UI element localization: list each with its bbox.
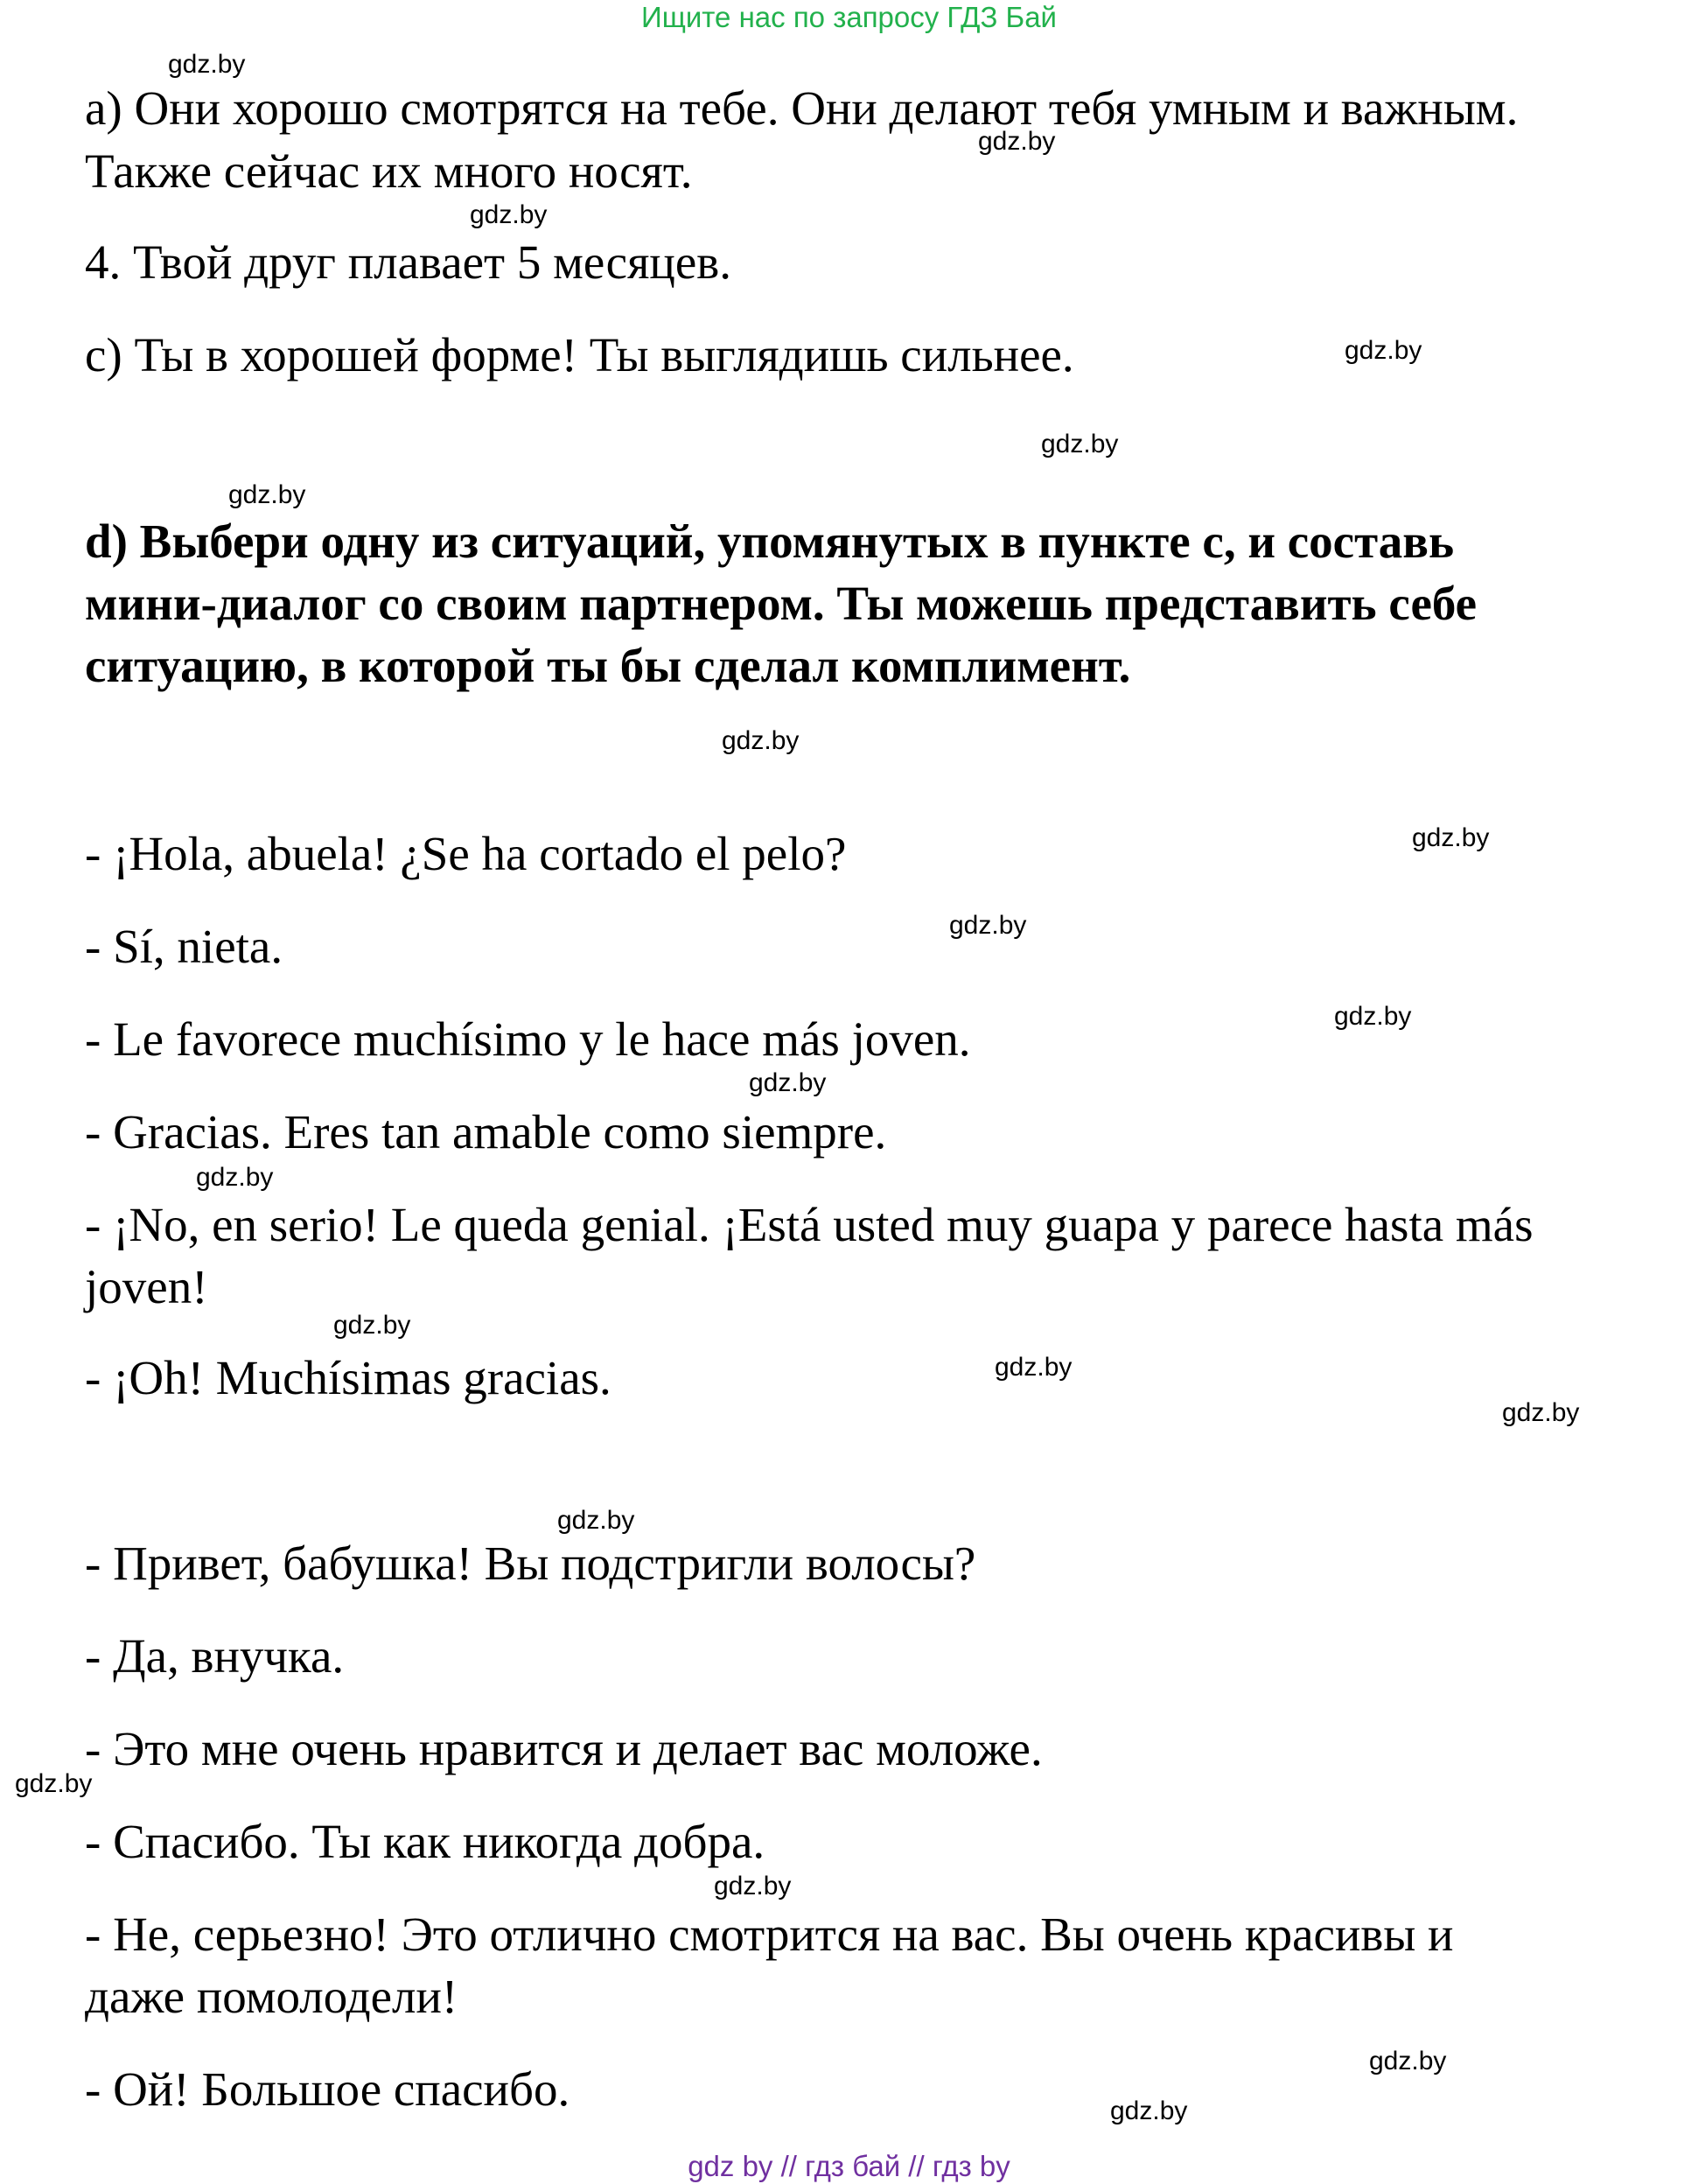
dialog-es-line: - ¡Oh! Muchísimas gracias.	[85, 1351, 611, 1404]
situation-4: 4. Твой друг плавает 5 месяцев.	[85, 235, 731, 289]
dialog-ru-line: - Это мне очень нравится и делает вас моложе.	[85, 1722, 1043, 1775]
watermark: gdz.by	[949, 911, 1027, 940]
watermark: gdz.by	[1041, 430, 1119, 458]
dialog-es-line-cont: joven!	[85, 1260, 208, 1313]
answer-line-a: а) Они хорошо смотрятся на тебе. Они делают тебя умным и важным.	[85, 81, 1519, 135]
task-d-line-2: мини-диалог со своим партнером. Ты можешь представить себе	[85, 577, 1478, 630]
watermark: gdz.by	[196, 1163, 274, 1192]
watermark: gdz.by	[557, 1506, 635, 1535]
dialog-es-line: - Le favorece muchísimo y le hace más joven.	[85, 1012, 971, 1066]
watermark: gdz.by	[1110, 2096, 1188, 2125]
dialog-es-line: - ¡No, en serio! Le queda genial. ¡Está usted muy guapa y parece hasta más	[85, 1198, 1534, 1251]
watermark: gdz.by	[714, 1872, 792, 1900]
watermark: gdz.by	[978, 127, 1056, 156]
dialog-ru-line: - Не, серьезно! Это отлично смотрится на вас. Вы очень красивы и	[85, 1908, 1454, 1961]
watermark: gdz.by	[1334, 1002, 1412, 1031]
watermark: gdz.by	[168, 50, 246, 79]
dialog-ru-line: - Спасибо. Ты как никогда добра.	[85, 1815, 765, 1868]
dialog-es-line: - Gracias. Eres tan amable como siempre.	[85, 1105, 887, 1158]
watermark: gdz.by	[333, 1311, 411, 1340]
watermark: gdz.by	[1345, 336, 1422, 365]
dialog-ru-line: - Да, внучка.	[85, 1629, 345, 1683]
watermark: gdz.by	[1412, 823, 1490, 852]
header-search-hint[interactable]: Ищите нас по запросу ГДЗ Бай	[641, 1, 1057, 33]
dialog-ru-line: - Ой! Большое спасибо.	[85, 2062, 570, 2116]
dialog-es-line: - ¡Hola, abuela! ¿Se ha cortado el pelo?	[85, 827, 847, 880]
watermark: gdz.by	[15, 1769, 93, 1798]
dialog-ru-line-cont: даже помолодели!	[85, 1970, 458, 2023]
task-d-line-3: ситуацию, в которой ты бы сделал комплимент.	[85, 639, 1131, 692]
dialog-es-line: - Sí, nieta.	[85, 920, 283, 973]
answer-line-a-cont: Также сейчас их много носят.	[85, 144, 693, 198]
watermark: gdz.by	[228, 480, 306, 509]
watermark: gdz.by	[749, 1068, 827, 1097]
dialog-ru-line: - Привет, бабушка! Вы подстригли волосы?	[85, 1536, 976, 1590]
task-d-line-1: d) Выбери одну из ситуаций, упомянутых в пункте с, и составь	[85, 514, 1455, 568]
watermark: gdz.by	[1369, 2047, 1447, 2076]
answer-line-c: с) Ты в хорошей форме! Ты выглядишь сильнее.	[85, 328, 1074, 382]
watermark: gdz.by	[995, 1353, 1073, 1382]
footer-site-links[interactable]: gdz by // гдз бай // гдз by	[688, 2150, 1010, 2182]
watermark: gdz.by	[1502, 1398, 1580, 1427]
watermark: gdz.by	[470, 200, 548, 229]
watermark: gdz.by	[722, 726, 800, 755]
